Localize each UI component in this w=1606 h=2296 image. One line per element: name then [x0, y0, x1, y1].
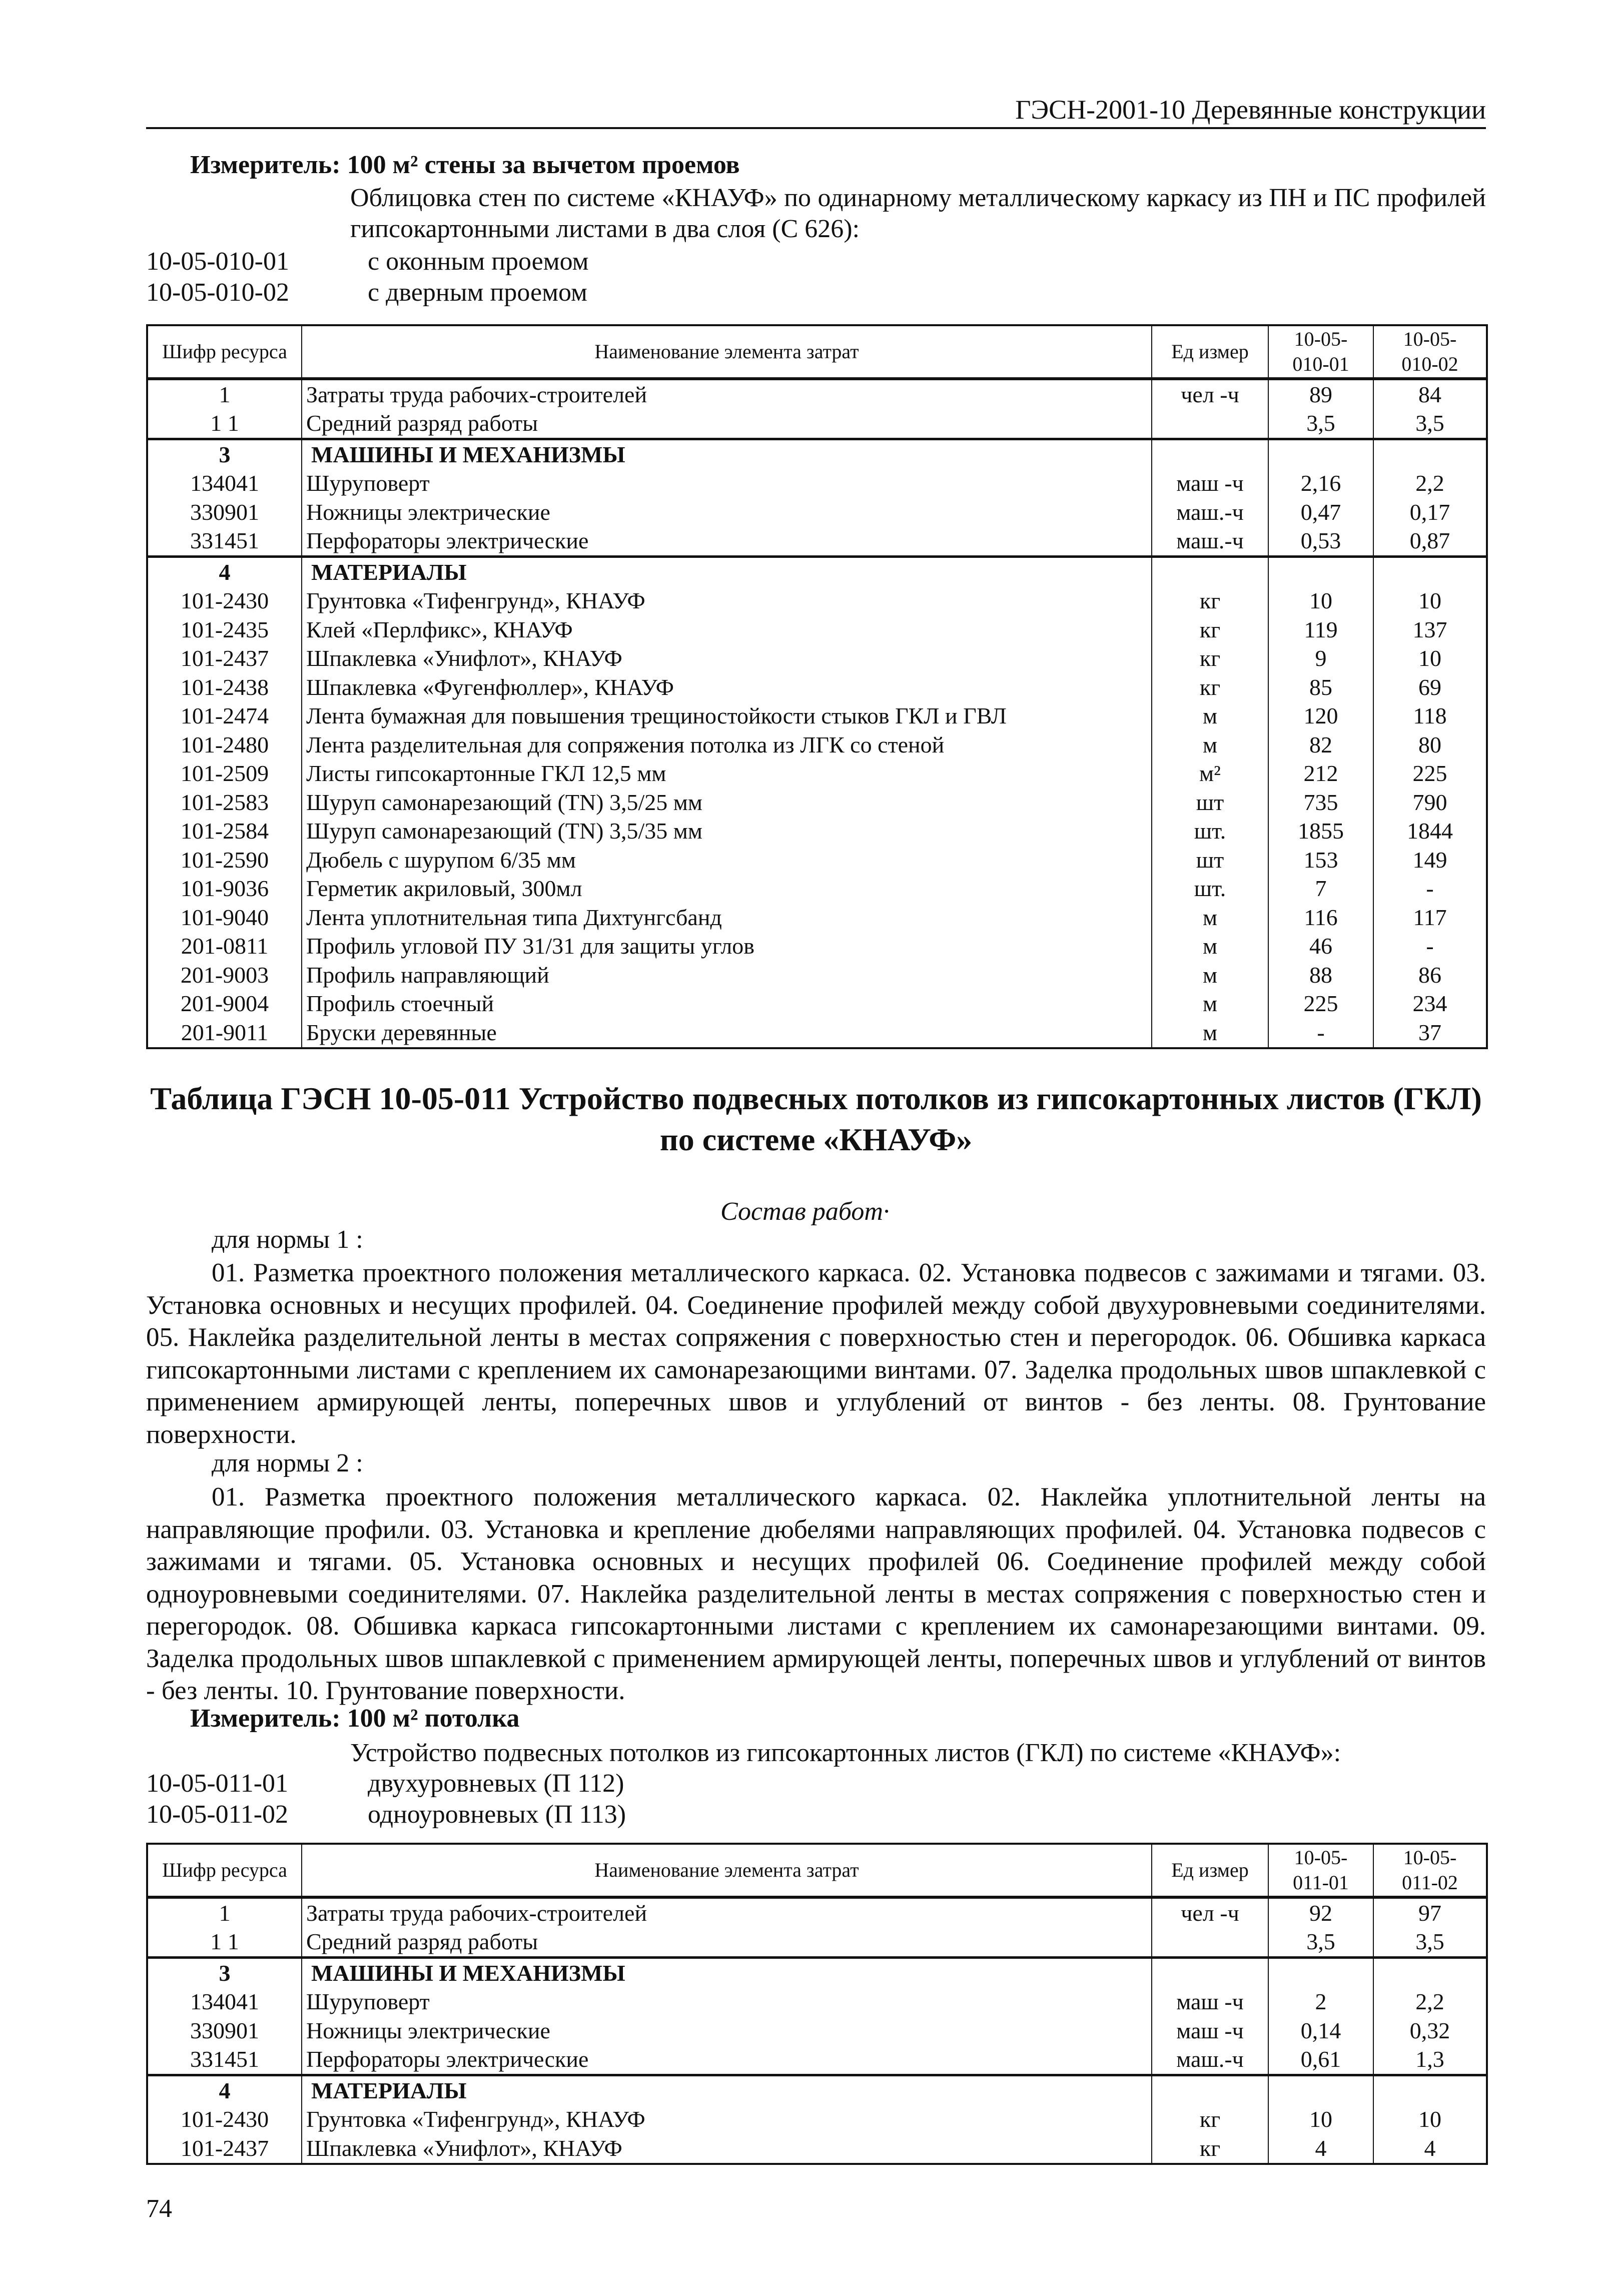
table-header-row — [147, 325, 1487, 379]
cell-value-2: - — [1373, 875, 1487, 904]
cell-code: 1 — [147, 379, 302, 409]
header-rule — [146, 127, 1486, 129]
cell-name: Средний разряд работы — [302, 1928, 1152, 1958]
cell-value-2: 84 — [1373, 379, 1487, 409]
cell-value-1 — [1268, 439, 1373, 469]
cell-unit: м — [1152, 730, 1268, 759]
cell-value-1 — [1268, 557, 1373, 587]
norm1-label: для нормы 1 : — [212, 1225, 363, 1254]
cell-code: 1 1 — [147, 409, 302, 439]
cell-value-2: 86 — [1373, 961, 1487, 990]
header-line: 011-02 — [1402, 1871, 1458, 1894]
cell-value-1: 10 — [1268, 2105, 1373, 2134]
cell-code: 101-9040 — [147, 903, 302, 932]
cell-value-2: 118 — [1373, 702, 1487, 731]
cell-code: 4 — [147, 2075, 302, 2105]
cell-value-1: 10 — [1268, 587, 1373, 616]
cell-value-1: 735 — [1268, 788, 1373, 817]
table-row — [147, 2105, 1487, 2134]
header-norm-2 — [1373, 1844, 1487, 1897]
cell-value-2: 234 — [1373, 990, 1487, 1019]
cell-unit: шт. — [1152, 875, 1268, 904]
cell-unit: маш.-ч — [1152, 2045, 1268, 2075]
cell-value-1: 0,14 — [1268, 2016, 1373, 2045]
cell-name: Шпаклевка «Унифлот», КНАУФ — [302, 2134, 1152, 2164]
cell-code: 101-2430 — [147, 2105, 302, 2134]
cell-unit: маш -ч — [1152, 469, 1268, 498]
cell-value-1: 3,5 — [1268, 1928, 1373, 1958]
cell-name: Грунтовка «Тифенгрунд», КНАУФ — [302, 587, 1152, 616]
table-row — [147, 557, 1487, 587]
cell-unit: кг — [1152, 644, 1268, 673]
cell-code: 331451 — [147, 527, 302, 557]
cell-code: 134041 — [147, 1988, 302, 2017]
cell-unit: кг — [1152, 615, 1268, 644]
cell-code: 101-2583 — [147, 788, 302, 817]
table-row — [147, 673, 1487, 702]
cell-code: 1 — [147, 1897, 302, 1928]
table-row — [147, 1928, 1487, 1958]
cell-value-2: 2,2 — [1373, 1988, 1487, 2017]
cell-value-1: 89 — [1268, 379, 1373, 409]
cell-unit: шт — [1152, 846, 1268, 875]
cell-value-2: 80 — [1373, 730, 1487, 759]
running-header: ГЭСН-2001-10 Деревянные конструкции — [1015, 95, 1486, 125]
cell-code: 1 1 — [147, 1928, 302, 1958]
cell-code: 101-2437 — [147, 644, 302, 673]
table-row — [147, 903, 1487, 932]
cell-code: 101-2480 — [147, 730, 302, 759]
norm1-text: 01. Разметка проектного положения металлического каркаса. 02. Установка подвесов с зажимами и тягами. 03. Установка основных и несущих профилей. 04. Соединение профилей между собой двухуровневыми соединителями. 05. Наклейка разделительной ленты в местах сопряжения с поверхностью стен и перегородок. 06. Обшивка каркаса гипсокартонными листами с креплением их самонарезающими винтами. 07. Заделка продольных швов шпаклевкой с применением армирующей ленты, поперечных швов и углублений от винтов - без ленты. 08. Грунтование поверхности. — [146, 1258, 1486, 1449]
cell-value-1: 4 — [1268, 2134, 1373, 2164]
table-row — [147, 615, 1487, 644]
cell-value-1: 225 — [1268, 990, 1373, 1019]
cell-value-1: 85 — [1268, 673, 1373, 702]
cell-value-2: 1,3 — [1373, 2045, 1487, 2075]
header-line: 10-05- — [1403, 1846, 1457, 1869]
cell-value-1: 116 — [1268, 903, 1373, 932]
cell-name: Профиль угловой ПУ 31/31 для защиты углов — [302, 932, 1152, 961]
cell-code: 330901 — [147, 498, 302, 527]
norm-code: 10-05-011-02 — [146, 1800, 289, 1829]
table-header-row — [147, 1844, 1487, 1897]
cell-value-1: 88 — [1268, 961, 1373, 990]
header-norm-2 — [1373, 325, 1487, 379]
table-row — [147, 1958, 1487, 1988]
table-row — [147, 409, 1487, 439]
cell-code: 201-9003 — [147, 961, 302, 990]
cell-name: Затраты труда рабочих-строителей — [302, 1897, 1152, 1928]
cell-value-1: 0,53 — [1268, 527, 1373, 557]
cell-name: Дюбель с шурупом 6/35 мм — [302, 846, 1152, 875]
table-row — [147, 439, 1487, 469]
cell-value-1: 153 — [1268, 846, 1373, 875]
cell-code: 101-2509 — [147, 759, 302, 789]
cell-code: 3 — [147, 1958, 302, 1988]
cell-value-1: 82 — [1268, 730, 1373, 759]
table-row — [147, 817, 1487, 846]
cell-unit: кг — [1152, 2105, 1268, 2134]
cell-name: МАШИНЫ И МЕХАНИЗМЫ — [302, 439, 1152, 469]
norm-code: 10-05-011-01 — [146, 1769, 289, 1798]
cell-name: Перфораторы электрические — [302, 527, 1152, 557]
table-row — [147, 932, 1487, 961]
cell-value-1: 3,5 — [1268, 409, 1373, 439]
table-row — [147, 1988, 1487, 2017]
cell-code: 201-9011 — [147, 1018, 302, 1048]
table-row — [147, 730, 1487, 759]
cell-name: МАТЕРИАЛЫ — [302, 557, 1152, 587]
cell-name: Лента разделительная для сопряжения потолка из ЛГК со стеной — [302, 730, 1152, 759]
cell-value-2: 0,87 — [1373, 527, 1487, 557]
cell-code: 101-2590 — [147, 846, 302, 875]
header-norm-1 — [1268, 1844, 1373, 1897]
cell-value-2: 2,2 — [1373, 469, 1487, 498]
header-name: Наименование элемента затрат — [302, 1844, 1152, 1897]
cell-name: Герметик акриловый, 300мл — [302, 875, 1152, 904]
header-code: Шифр ресурса — [147, 1844, 302, 1897]
table-row — [147, 2134, 1487, 2164]
cell-unit: маш -ч — [1152, 1988, 1268, 2017]
cell-value-1: 119 — [1268, 615, 1373, 644]
header-name: Наименование элемента затрат — [302, 325, 1152, 379]
cell-name: Средний разряд работы — [302, 409, 1152, 439]
cell-value-2: 0,32 — [1373, 2016, 1487, 2045]
cell-unit: м — [1152, 1018, 1268, 1048]
cell-value-1 — [1268, 2075, 1373, 2105]
cell-value-2: 69 — [1373, 673, 1487, 702]
cell-value-1: 92 — [1268, 1897, 1373, 1928]
cell-unit: м — [1152, 990, 1268, 1019]
cell-name: Клей «Перлфикс», КНАУФ — [302, 615, 1152, 644]
cell-unit — [1152, 1958, 1268, 1988]
cell-name: Лента уплотнительная типа Дихтунгсбанд — [302, 903, 1152, 932]
cell-code: 201-9004 — [147, 990, 302, 1019]
header-line: 011-01 — [1293, 1871, 1349, 1894]
cell-value-2 — [1373, 2075, 1487, 2105]
table-row — [147, 759, 1487, 789]
cell-value-2 — [1373, 1958, 1487, 1988]
cell-unit: м — [1152, 702, 1268, 731]
cell-value-1: 0,47 — [1268, 498, 1373, 527]
cell-unit — [1152, 1928, 1268, 1958]
table-row — [147, 788, 1487, 817]
cell-value-2: 3,5 — [1373, 1928, 1487, 1958]
table-row — [147, 2075, 1487, 2105]
cell-value-1: 2 — [1268, 1988, 1373, 2017]
cell-value-2 — [1373, 439, 1487, 469]
header-norm-1 — [1268, 325, 1373, 379]
table-row — [147, 1897, 1487, 1928]
cell-unit: м — [1152, 961, 1268, 990]
cell-code: 3 — [147, 439, 302, 469]
table-row — [147, 644, 1487, 673]
cell-code: 101-2438 — [147, 673, 302, 702]
cell-unit: м — [1152, 903, 1268, 932]
cell-code: 201-0811 — [147, 932, 302, 961]
cell-code: 330901 — [147, 2016, 302, 2045]
header-line: 10-05- — [1403, 328, 1457, 350]
cell-value-2: 10 — [1373, 644, 1487, 673]
cell-value-2: 3,5 — [1373, 409, 1487, 439]
cell-unit — [1152, 439, 1268, 469]
cell-value-2: 0,17 — [1373, 498, 1487, 527]
cell-name: МАШИНЫ И МЕХАНИЗМЫ — [302, 1958, 1152, 1988]
table-row — [147, 498, 1487, 527]
cell-value-2: 4 — [1373, 2134, 1487, 2164]
norm-code-text: с оконным проемом — [368, 247, 589, 276]
table-row — [147, 469, 1487, 498]
cell-unit: чел -ч — [1152, 1897, 1268, 1928]
table-row — [147, 2045, 1487, 2075]
cell-value-2 — [1373, 557, 1487, 587]
cell-code: 101-2474 — [147, 702, 302, 731]
header-code: Шифр ресурса — [147, 325, 302, 379]
header-line: 010-01 — [1292, 353, 1349, 375]
header-unit: Ед измер — [1152, 325, 1268, 379]
cell-unit — [1152, 2075, 1268, 2105]
cell-code: 101-9036 — [147, 875, 302, 904]
cell-name: Шпаклевка «Фугенфюллер», КНАУФ — [302, 673, 1152, 702]
table-row — [147, 587, 1487, 616]
cell-value-1: 46 — [1268, 932, 1373, 961]
cell-name: Шуруп самонарезающий (TN) 3,5/35 мм — [302, 817, 1152, 846]
cell-value-2: 117 — [1373, 903, 1487, 932]
cell-code: 101-2584 — [147, 817, 302, 846]
cell-unit: маш.-ч — [1152, 498, 1268, 527]
cell-code: 331451 — [147, 2045, 302, 2075]
table-row — [147, 2016, 1487, 2045]
cell-value-1: 2,16 — [1268, 469, 1373, 498]
cell-value-2: 149 — [1373, 846, 1487, 875]
cell-name: Грунтовка «Тифенгрунд», КНАУФ — [302, 2105, 1152, 2134]
norm2-text: 01. Разметка проектного положения металлического каркаса. 02. Наклейка уплотнительной ленты на направляющие профили. 03. Установка и крепление дюбелями направляющих профилей. 04. Установка подвесов с зажимами и тягами. 05. Установка основных и несущих профилей 06. Соединение профилей между собой одноуровневыми соединителями. 07. Наклейка разделительной ленты в местах сопряжения с поверхностью стен и перегородок. 08. Обшивка каркаса гипсокартонными листами с креплением их самонарезающими винтами. 09. Заделка продольных швов шпаклевкой с применением армирующей ленты, поперечных швов и углублений от винтов - без ленты. 10. Грунтование поверхности. — [146, 1482, 1486, 1705]
cell-name: Бруски деревянные — [302, 1018, 1152, 1048]
cell-name: Шуруповерт — [302, 1988, 1152, 2017]
measure-unit-1: Измеритель: 100 м² стены за вычетом проемов — [190, 151, 740, 179]
cell-unit: шт. — [1152, 817, 1268, 846]
cell-name: Шуруп самонарезающий (TN) 3,5/25 мм — [302, 788, 1152, 817]
cell-code: 101-2430 — [147, 587, 302, 616]
cell-unit: кг — [1152, 587, 1268, 616]
resource-table-1 — [146, 324, 1488, 1049]
norm-code: 10-05-010-01 — [146, 247, 289, 276]
cell-unit: шт — [1152, 788, 1268, 817]
header-line: 010-02 — [1401, 353, 1458, 375]
table-row — [147, 846, 1487, 875]
norm-code-text: одноуровневых (П 113) — [368, 1800, 626, 1829]
table-row — [147, 990, 1487, 1019]
table-row — [147, 379, 1487, 409]
cell-code: 101-2437 — [147, 2134, 302, 2164]
measure-unit-2: Измеритель: 100 м² потолка — [190, 1704, 520, 1733]
cell-name: МАТЕРИАЛЫ — [302, 2075, 1152, 2105]
cell-value-2: 225 — [1373, 759, 1487, 789]
table-row — [147, 527, 1487, 557]
cell-value-1: 212 — [1268, 759, 1373, 789]
cell-value-2: 10 — [1373, 587, 1487, 616]
cell-unit: кг — [1152, 673, 1268, 702]
table-row — [147, 702, 1487, 731]
cell-value-2: 1844 — [1373, 817, 1487, 846]
cell-code: 134041 — [147, 469, 302, 498]
norm2-label: для нормы 2 : — [212, 1449, 363, 1477]
resource-table-2 — [146, 1843, 1488, 2165]
cell-value-1: 1855 — [1268, 817, 1373, 846]
header-unit: Ед измер — [1152, 1844, 1268, 1897]
cell-name: Ножницы электрические — [302, 498, 1152, 527]
cell-name: Ножницы электрические — [302, 2016, 1152, 2045]
norm-code: 10-05-010-02 — [146, 278, 289, 307]
cell-value-2: - — [1373, 932, 1487, 961]
cell-name: Перфораторы электрические — [302, 2045, 1152, 2075]
cell-unit: маш -ч — [1152, 2016, 1268, 2045]
cell-name: Шпаклевка «Унифлот», КНАУФ — [302, 644, 1152, 673]
cell-code: 101-2435 — [147, 615, 302, 644]
cell-unit: м² — [1152, 759, 1268, 789]
cell-unit: чел -ч — [1152, 379, 1268, 409]
cell-unit: м — [1152, 932, 1268, 961]
composition-heading: Состав работ· — [720, 1197, 890, 1226]
cell-unit: маш.-ч — [1152, 527, 1268, 557]
page-number: 74 — [146, 2194, 172, 2223]
cell-value-2: 790 — [1373, 788, 1487, 817]
work-description-1: Облицовка стен по системе «КНАУФ» по одинарному металлическому каркасу из ПН и ПС профилей гипсокартонными листами в два слоя (С 626): — [350, 184, 1486, 243]
cell-unit: кг — [1152, 2134, 1268, 2164]
cell-code: 4 — [147, 557, 302, 587]
cell-value-1 — [1268, 1958, 1373, 1988]
cell-value-2: 137 — [1373, 615, 1487, 644]
cell-value-1: 9 — [1268, 644, 1373, 673]
norm-code-text: двухуровневых (П 112) — [368, 1769, 624, 1798]
cell-name: Профиль стоечный — [302, 990, 1152, 1019]
cell-name: Листы гипсокартонные ГКЛ 12,5 мм — [302, 759, 1152, 789]
cell-value-1: - — [1268, 1018, 1373, 1048]
table-row — [147, 1018, 1487, 1048]
cell-unit — [1152, 409, 1268, 439]
cell-name: Затраты труда рабочих-строителей — [302, 379, 1152, 409]
cell-value-1: 7 — [1268, 875, 1373, 904]
cell-value-2: 37 — [1373, 1018, 1487, 1048]
table-title: Таблица ГЭСН 10-05-011 Устройство подвесных потолков из гипсокартонных листов (ГКЛ) по системе «КНАУФ» — [150, 1081, 1482, 1157]
header-line: 10-05- — [1294, 1846, 1348, 1869]
cell-value-1: 120 — [1268, 702, 1373, 731]
cell-value-2: 10 — [1373, 2105, 1487, 2134]
work-description-2: Устройство подвесных потолков из гипсокартонных листов (ГКЛ) по системе «КНАУФ»: — [350, 1739, 1341, 1767]
cell-name: Профиль направляющий — [302, 961, 1152, 990]
table-row — [147, 961, 1487, 990]
norm-code-text: с дверным проемом — [368, 278, 587, 307]
cell-unit — [1152, 557, 1268, 587]
cell-value-1: 0,61 — [1268, 2045, 1373, 2075]
cell-value-2: 97 — [1373, 1897, 1487, 1928]
cell-name: Шуруповерт — [302, 469, 1152, 498]
header-line: 10-05- — [1294, 328, 1348, 350]
cell-name: Лента бумажная для повышения трещиностойкости стыков ГКЛ и ГВЛ — [302, 702, 1152, 731]
table-row — [147, 875, 1487, 904]
